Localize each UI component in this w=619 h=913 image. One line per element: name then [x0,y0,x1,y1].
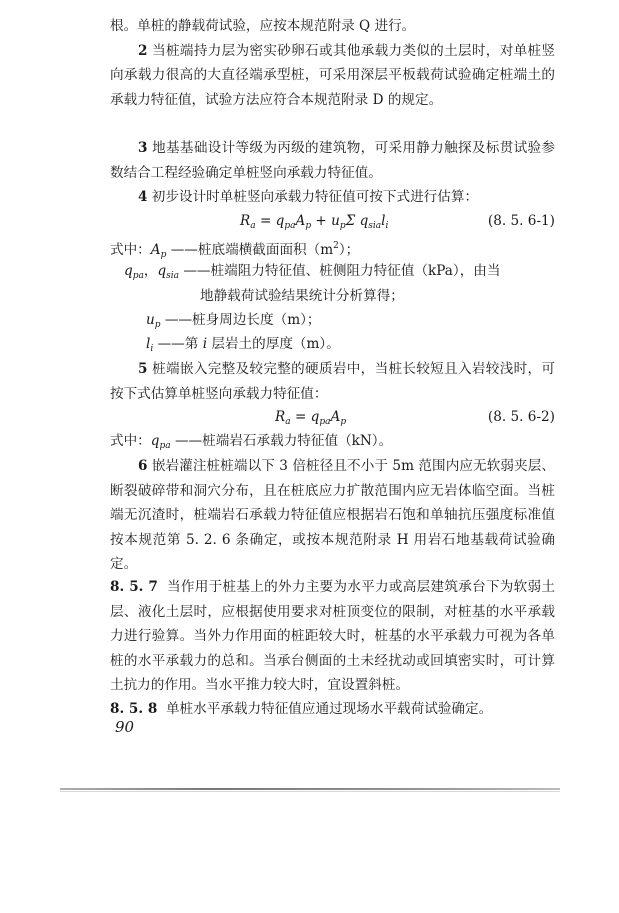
scan-edge-line-faint [60,791,560,792]
paragraph-item-3 [110,136,555,185]
section-number: 8. 5. 8 [110,701,158,717]
definition-qpa: 式中：$q_{pa}$ ——桩端岩石承载力特征值（kN）。 [110,433,393,451]
definition-qpa-qsia-cont: 地静载荷试验结果统计分析算得； [200,288,404,304]
item-number: 4 [138,189,148,205]
paragraph-continuation: 根。单桩的静载荷试验，应按本规范附录 Q 进行。 [110,18,416,34]
definition-li: $l_i$ ——第 i 层岩土的厚度（m）。 [146,336,340,354]
formula-number: (8. 5. 6-2) [487,409,555,425]
formula-8-5-6-1 [110,209,555,233]
paragraph-item-6 [110,454,555,577]
item-text: 嵌岩灌注桩桩端以下 3 倍桩径且不小于 5m 范围内应无软弱夹层、断裂破碎带和洞穴分布，且在桩底应力扩散范围内应无岩体临空面。当桩端无沉渣时，桩端岩石承载力特征值应根据岩石饱和单轴抗压强度标准值按本规范第 5. 2. 6 条确定，或按本规范附录 H 用岩石地基载荷试验确定。 [110,458,555,573]
page-number: 90 [115,718,135,736]
item-number: 6 [138,458,148,474]
item-text: 初步设计时单桩竖向承载力特征值可按下式进行估算： [151,189,479,205]
item-text: 桩端嵌入完整及较完整的硬质岩中，当桩长较短且入岩较浅时，可按下式估算单桩竖向承载力特征值： [110,361,556,402]
item-number: 2 [138,42,148,59]
paragraph-item-4 [110,185,555,210]
section-text: 单桩水平承载力特征值应通过现场水平载荷试验确定。 [165,701,493,717]
formula-8-5-6-2 [110,405,555,429]
section-text: 当作用于桩基上的外力主要为水平力或高层建筑承台下为软弱土层、液化土层时，应根据使用要求对桩顶变位的限制，对桩基的水平承载力进行验算。当外力作用面的桩距较大时，桩基的水平承载力可视为各单桩的水平承载力的总和。当承台侧面的土未经扰动或回填密实时，可计算土抗力的作用。当水平推力较大时，宜设置斜桩。 [110,579,555,694]
definition-qpa-qsia: $q_{pa}$，$q_{sia}$ ——桩端阻力特征值、桩侧阻力特征值（kPa），由当 [124,263,501,281]
item-number: 3 [138,140,148,156]
paragraph-item-2 [110,39,555,113]
scan-edge-line [60,788,560,790]
item-text: 地基基础设计等级为丙级的建筑物，可采用静力触探及标贯试验参数结合工程经验确定单桩竖向承载力特征值。 [110,140,556,181]
formula-number: (8. 5. 6-1) [487,213,555,229]
item-number: 5 [138,361,148,377]
item-text: 当桩端持力层为密实砂卵石或其他承载力类似的土层时，对单桩竖向承载力很高的大直径端承型桩，可采用深层平板载荷试验确定桩端土的承载力特征值，试验方法应符合本规范附录 D 的规定。 [110,42,556,108]
formula-expression: $R_a = q_{pa}A_p + u_p\Sigma$ $q_{sia}l_i$ [240,213,389,231]
definition-up: $u_p$ ——桩身周边长度（m）； [146,312,321,330]
section-number: 8. 5. 7 [110,579,158,595]
paragraph-item-5 [110,357,555,406]
formula-expression: $R_a = q_{pa}A_p$ [275,409,347,427]
section-8-5-8 [110,697,555,722]
definition-ap: 式中：$A_p$ ——桩底端横截面面积$(m^2)$； [110,241,360,260]
section-8-5-7 [110,575,555,698]
